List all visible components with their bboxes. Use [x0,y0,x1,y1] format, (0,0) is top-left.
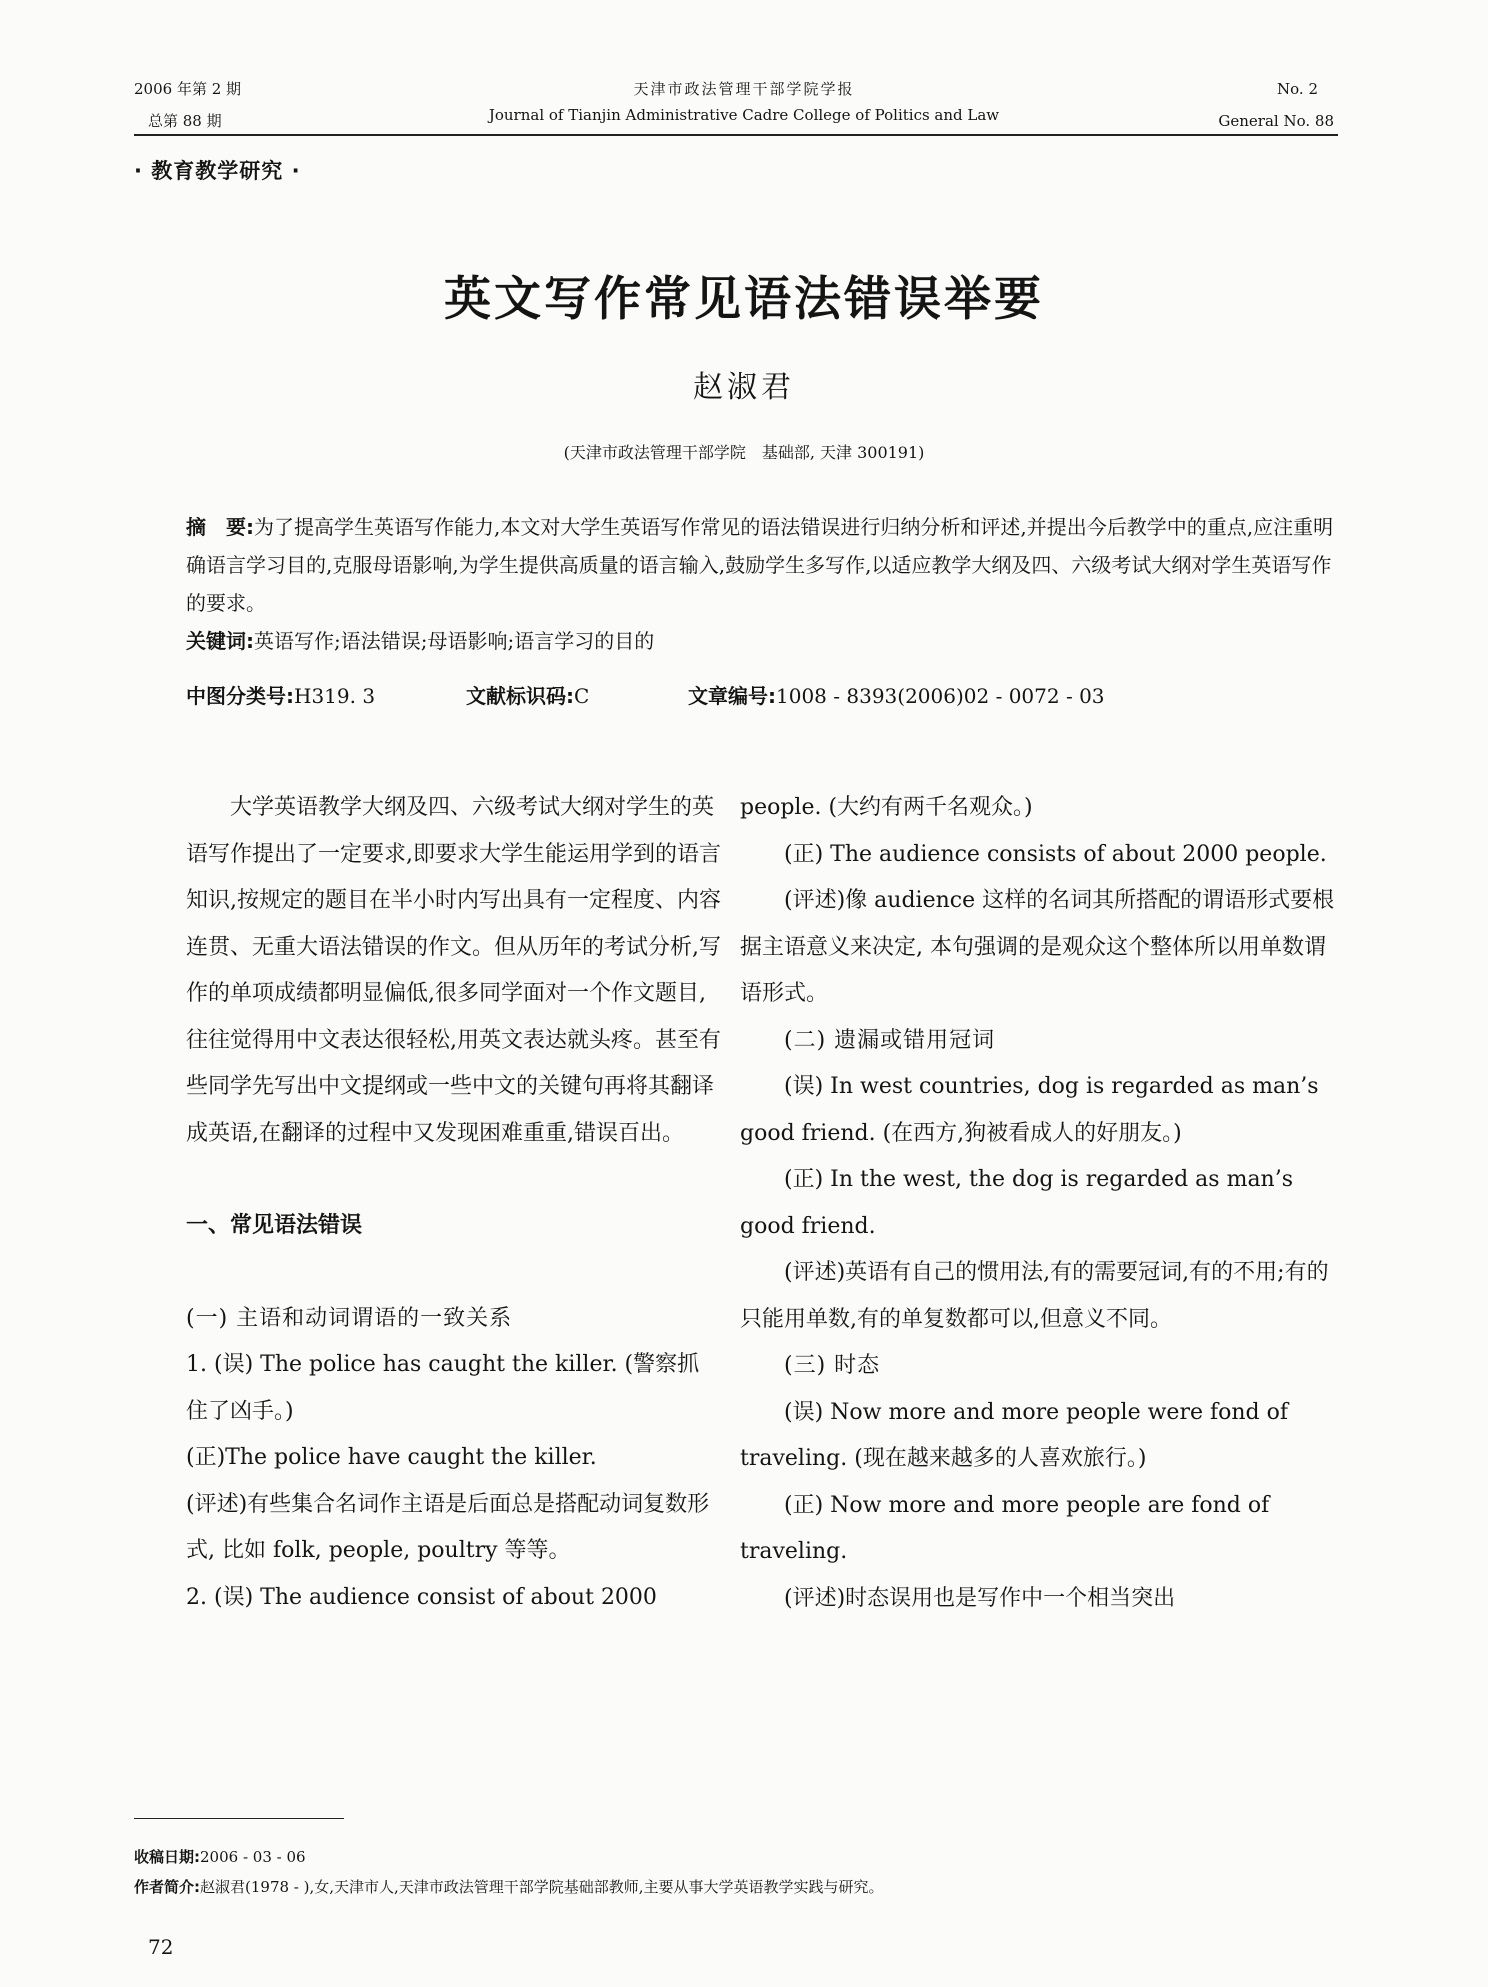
classification-line [186,680,1105,709]
author-affiliation: (天津市政法管理干部学院 基础部, 天津 300191) [563,443,925,462]
total-issue-number: 总第 88 期 [148,112,222,130]
article-example-right: (正) In the west, the dog is regarded as man’s good friend. [740,1167,1294,1239]
right-column [740,785,1338,1622]
example2-wrong: 2. (误) The audience consist of about 2000 [186,1584,657,1610]
issue-no-en: No. 2 [1277,80,1318,98]
footnote-rule [134,1818,344,1819]
doc-code-label: 文献标识码: [466,684,574,708]
abstract-label: 摘 要: [186,515,254,539]
header-rule [134,134,1338,136]
article-no-value: 1008 - 8393(2006)02 - 0072 - 03 [776,684,1105,708]
section-label: · 教育教学研究 · [134,159,301,183]
section-heading: 一、常见语法错误 [186,1213,363,1238]
intro-paragraph: 大学英语教学大纲及四、六级考试大纲对学生的英语写作提出了一定要求,即要求大学生能运用学到的语言知识,按规定的题目在半小时内写出具有一定程度、内容连贯、无重大语法错误的作文。但从历年的考试分析,写作的单项成绩都明显偏低,很多同学面对一个作文题目,往往觉得用中文表达很轻松,用英文表达就头疼。甚至有些同学先写出中文提纲或一些中文的关键句再将其翻译成英语,在翻译的过程中又发现困难重重,错误百出。 [186,795,721,1146]
example1-wrong: 1. (误) The police has caught the killer. (警察抓住了凶手。) [186,1352,700,1424]
keywords-label: 关键词: [186,629,254,653]
tense-example-right: (正) Now more and more people are fond of traveling. [740,1492,1270,1564]
general-no-en: General No. 88 [1218,112,1334,130]
article-title: 英文写作常见语法错误举要 [444,272,1044,327]
received-date [134,1846,306,1867]
keywords-text: 英语写作;语法错误;母语影响;语言学习的目的 [254,629,655,653]
received-label: 收稿日期: [134,1848,200,1866]
article-example-wrong: (误) In west countries, dog is regarded as man’s good friend. (在西方,狗被看成人的好朋友。) [740,1074,1319,1146]
subsection-heading-3: (三) 时态 [784,1353,881,1378]
clc-value: H319. 3 [294,684,376,708]
example1-right: (正)The police have caught the killer. [186,1445,597,1470]
author-bio [134,1876,884,1897]
example1-comment: (评述)有些集合名词作主语是后面总是搭配动词复数形式, 比如 folk, people, poultry 等等。 [186,1491,710,1563]
abstract [186,508,1340,660]
journal-title-cn: 天津市政法管理干部学院学报 [633,80,855,98]
journal-title-en: Journal of Tianjin Administrative Cadre College of Politics and Law [488,106,1000,124]
subsection-heading-2: (二) 遗漏或错用冠词 [784,1027,996,1053]
clc-label: 中图分类号: [186,684,294,708]
tense-example-comment: (评述)时态误用也是写作中一个相当突出 [784,1585,1176,1611]
bio-label: 作者简介: [134,1878,200,1896]
received-value: 2006 - 03 - 06 [200,1848,306,1866]
article-no-label: 文章编号: [688,684,776,708]
subsection-heading-1: (一) 主语和动词谓语的一致关系 [186,1305,513,1331]
tense-example-wrong: (误) Now more and more people were fond of traveling. (现在越来越多的人喜欢旅行。) [740,1399,1288,1471]
article-example-comment: (评述)英语有自己的惯用法,有的需要冠词,有的不用;有的只能用单数,有的单复数都可以,但意义不同。 [740,1260,1329,1332]
author-name: 赵淑君 [693,370,795,405]
example2-comment: (评述)像 audience 这样的名词其所搭配的谓语形式要根据主语意义来决定, 本句强调的是观众这个整体所以用单数谓语形式。 [740,888,1335,1006]
abstract-text: 为了提高学生英语写作能力,本文对大学生英语写作常见的语法错误进行归纳分析和评述,并提出今后教学中的重点,应注重明确语言学习目的,克服母语影响,为学生提供高质量的语言输入,鼓励学生多写作,以适应教学大纲及四、六级考试大纲对学生英语写作的要求。 [186,515,1334,615]
issue-number: 2006 年第 2 期 [134,80,242,98]
example2-continued: people. (大约有两千名观众。) [740,795,1033,820]
doc-code-value: C [574,684,590,708]
page-number: 72 [148,1935,174,1959]
bio-text: 赵淑君(1978 - ),女,天津市人,天津市政法管理干部学院基础部教师,主要从事大学英语教学实践与研究。 [200,1878,884,1896]
left-column [186,785,721,1621]
example2-right: (正) The audience consists of about 2000 people. [784,841,1327,867]
